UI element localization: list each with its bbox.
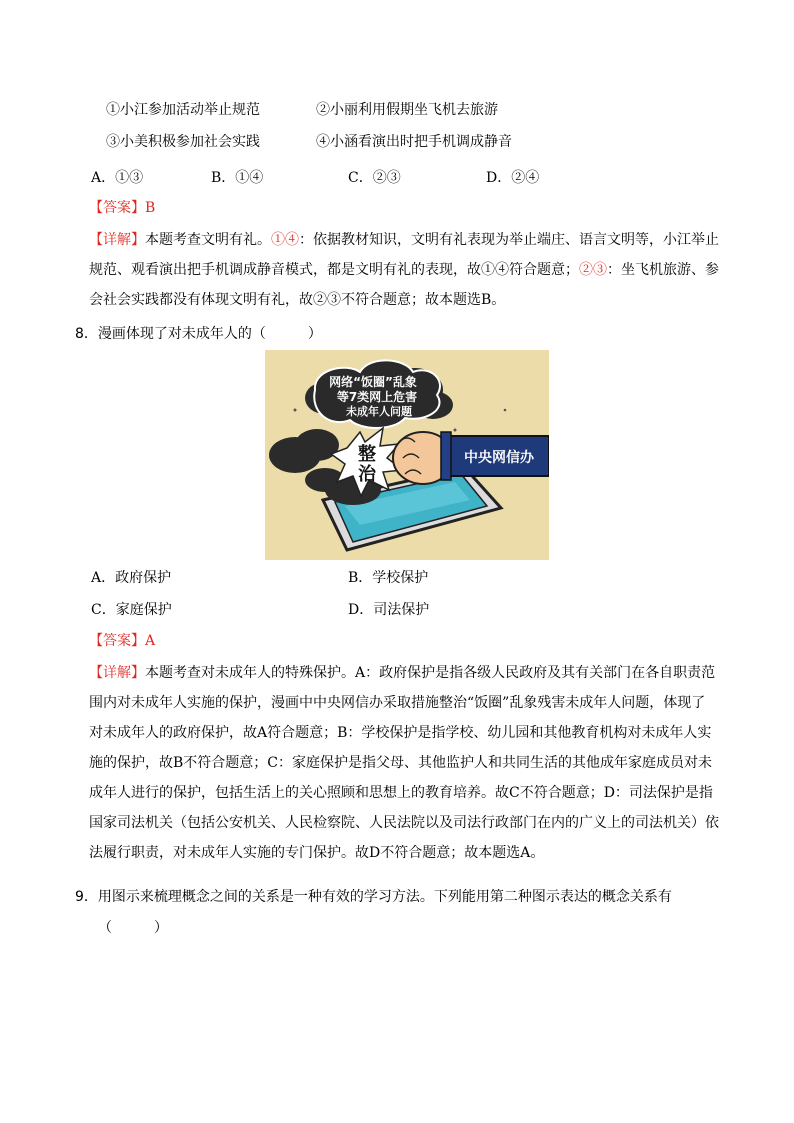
detail-text: 本题考查文明有礼。 (145, 232, 271, 248)
action-text-2: 治 (358, 464, 376, 485)
cloud-text-2: 等7类网上危害 (336, 390, 418, 404)
q9-bracket: （ ） (98, 920, 168, 936)
q8-option-b: B．学校保护 (348, 570, 429, 586)
sleeve-text: 中央网信办 (464, 450, 534, 466)
answer-label: 【答案】 (89, 633, 145, 649)
q7-statement-1: ①小江参加活动举止规范 (106, 102, 260, 118)
q7-option-b: B．①④ (211, 170, 264, 186)
q8-option-d: D．司法保护 (348, 602, 430, 618)
detail-text: ：依据教材知识，文明有礼表现为举止端庄、语言文明等，小江举止 (299, 232, 719, 248)
detail-text: 施的保护，故B不符合题意；C：家庭保护是指父母、其他监护人和共同生活的其他成年家庭成员对未 (89, 755, 712, 771)
detail-highlight: ②③ (579, 262, 607, 278)
answer-label: 【答案】 (89, 200, 145, 216)
detail-text: 规范、观看演出把手机调成静音模式，都是文明有礼的表现，故①④符合题意； (89, 262, 579, 278)
q9-stem: 9．用图示来梳理概念之间的关系是一种有效的学习方法。下列能用第二种图示表达的概念关系有 (75, 889, 672, 905)
q7-statement-4: ④小涵看演出时把手机调成静音 (316, 134, 512, 150)
detail-text: ：坐飞机旅游、参 (607, 262, 719, 278)
answer-value: B (145, 200, 156, 216)
detail-text: 法履行职责，对未成年人实施的专门保护。故D不符合题意；故本题选A。 (89, 845, 545, 861)
comic-image (265, 350, 549, 560)
detail-text: 会社会实践都没有体现文明有礼，故②③不符合题意；故本题选B。 (89, 292, 506, 308)
detail-text: 对未成年人的政府保护，故A符合题意；B：学校保护是指学校、幼儿园和其他教育机构对未成年人实 (89, 725, 712, 741)
q7-detail (89, 225, 729, 315)
detail-highlight: ①④ (271, 232, 299, 248)
detail-text: 本题考查对未成年人的特殊保护。A：政府保护是指各级人民政府及其有关部门在各自职责范 (145, 665, 716, 681)
q7-option-d: D．②④ (486, 170, 540, 186)
q8-option-c: C．家庭保护 (91, 602, 172, 618)
detail-text: 国家司法机关（包括公安机关、人民检察院、人民法院以及司法行政部门在内的广义上的司法机关）依 (89, 815, 719, 831)
detail-text: 围内对未成年人实施的保护，漫画中中央网信办采取措施整治“饭圈”乱象残害未成年人问题，体现了 (89, 695, 706, 711)
q8-detail (89, 658, 729, 868)
cloud-text-3: 未成年人问题 (346, 405, 412, 418)
q8-answer (89, 631, 155, 651)
q7-statement-2: ②小丽利用假期坐飞机去旅游 (316, 102, 498, 118)
answer-value: A (145, 633, 156, 649)
q7-statement-3: ③小美积极参加社会实践 (106, 134, 260, 150)
q8-stem: 8．漫画体现了对未成年人的（ ） (75, 326, 322, 342)
q7-option-a: A．①③ (91, 170, 144, 186)
action-text-1: 整 (358, 444, 376, 465)
q8-option-a: A．政府保护 (91, 570, 172, 586)
detail-label: 【详解】 (89, 665, 145, 681)
detail-text: 成年人进行的保护，包括生活上的关心照顾和思想上的教育培养。故C不符合题意；D：司法保护是指 (89, 785, 713, 801)
detail-label: 【详解】 (89, 232, 145, 248)
q7-answer (89, 198, 155, 218)
cloud-text-1: 网络“饭圈”乱象 (329, 375, 417, 389)
q7-option-c: C．②③ (348, 170, 401, 186)
